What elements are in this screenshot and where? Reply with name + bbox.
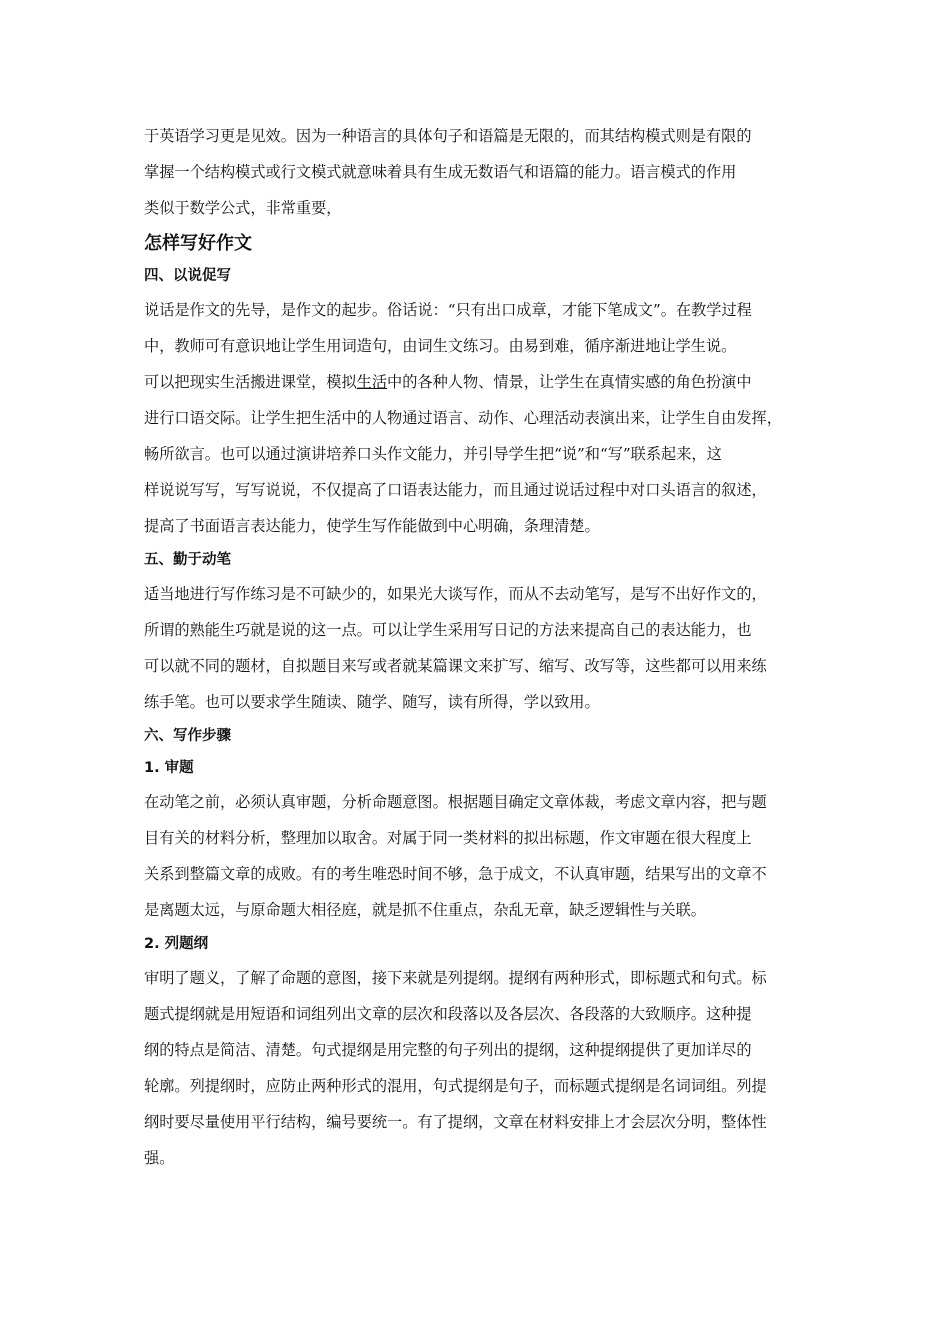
text-line: 类似于数学公式，非常重要， xyxy=(144,199,342,217)
subsection-6-1-paragraph xyxy=(144,784,812,928)
text-line: 纲时要尽量使用平行结构，编号要统一。有了提纲，文章在材料安排上才会层次分明，整体性 xyxy=(144,1113,767,1131)
text-line: 纲的特点是简洁、清楚。句式提纲是用完整的句子列出的提纲，这种提纲提供了更加详尽的 xyxy=(144,1041,752,1059)
section-heading-6: 六、写作步骤 xyxy=(144,728,231,744)
main-title: 怎样写好作文 xyxy=(144,233,252,254)
section-4-paragraph xyxy=(144,292,812,544)
text-span: 中的各种人物、情景，让学生在真情实感的角色扮演中 xyxy=(387,373,752,391)
text-line: 所谓的熟能生巧就是说的这一点。可以让学生采用写日记的方法来提高自己的表达能力，也 xyxy=(144,621,752,639)
document-page xyxy=(144,118,812,1176)
text-line: 掌握一个结构模式或行文模式就意味着具有生成无数语气和语篇的能力。语言模式的作用 xyxy=(144,163,737,181)
text-span: 可以把现实生活搬进课堂，模拟 xyxy=(144,373,357,391)
text-line: 强。 xyxy=(144,1149,175,1167)
text-line: 可以就不同的题材，自拟题目来写或者就某篇课文来扩写、缩写、改写等，这些都可以用来练 xyxy=(144,657,767,675)
text-line: 关系到整篇文章的成败。有的考生唯恐时间不够，急于成文，不认真审题，结果写出的文章不 xyxy=(144,865,767,883)
text-line xyxy=(144,364,812,400)
text-line: 说话是作文的先导，是作文的起步。俗话说：“只有出口成章，才能下笔成文”。在教学过程 xyxy=(144,301,752,319)
text-line: 题式提纲就是用短语和词组列出文章的层次和段落以及各层次、各段落的大致顺序。这种提 xyxy=(144,1005,752,1023)
subsection-heading-6-2: 2. 列题纲 xyxy=(144,936,209,952)
text-line: 提高了书面语言表达能力，使学生写作能做到中心明确，条理清楚。 xyxy=(144,517,600,535)
text-line: 样说说写写，写写说说，不仅提高了口语表达能力，而且通过说话过程中对口头语言的叙述， xyxy=(144,481,767,499)
subsection-6-2-paragraph xyxy=(144,960,812,1176)
text-line: 是离题太远，与原命题大相径庭，就是抓不住重点，杂乱无章，缺乏逻辑性与关联。 xyxy=(144,901,706,919)
underlined-word: 生活 xyxy=(356,373,387,391)
text-line: 进行口语交际。让学生把生活中的人物通过语言、动作、心理活动表演出来，让学生自由发挥， xyxy=(144,409,782,427)
section-heading-5: 五、勤于动笔 xyxy=(144,552,231,568)
text-line: 畅所欲言。也可以通过演讲培养口头作文能力，并引导学生把“说”和“写”联系起来，这 xyxy=(144,445,722,463)
text-line: 适当地进行写作练习是不可缺少的，如果光大谈写作，而从不去动笔写，是写不出好作文的， xyxy=(144,585,767,603)
text-line: 轮廓。列提纲时，应防止两种形式的混用，句式提纲是句子，而标题式提纲是名词词组。列提 xyxy=(144,1077,767,1095)
intro-paragraph xyxy=(144,118,812,226)
section-5-paragraph xyxy=(144,576,812,720)
subsection-heading-6-1: 1. 审题 xyxy=(144,760,194,776)
text-line: 练手笔。也可以要求学生随读、随学、随写，读有所得，学以致用。 xyxy=(144,693,600,711)
text-line: 于英语学习更是见效。因为一种语言的具体句子和语篇是无限的，而其结构模式则是有限的 xyxy=(144,127,752,145)
text-line: 审明了题义，了解了命题的意图，接下来就是列提纲。提纲有两种形式，即标题式和句式。标 xyxy=(144,969,767,987)
text-line: 中，教师可有意识地让学生用词造句，由词生文练习。由易到难，循序渐进地让学生说。 xyxy=(144,337,737,355)
text-line: 目有关的材料分析，整理加以取舍。对属于同一类材料的拟出标题，作文审题在很大程度上 xyxy=(144,829,752,847)
text-line: 在动笔之前，必须认真审题，分析命题意图。根据题目确定文章体裁，考虑文章内容，把与题 xyxy=(144,793,767,811)
section-heading-4: 四、以说促写 xyxy=(144,268,231,284)
